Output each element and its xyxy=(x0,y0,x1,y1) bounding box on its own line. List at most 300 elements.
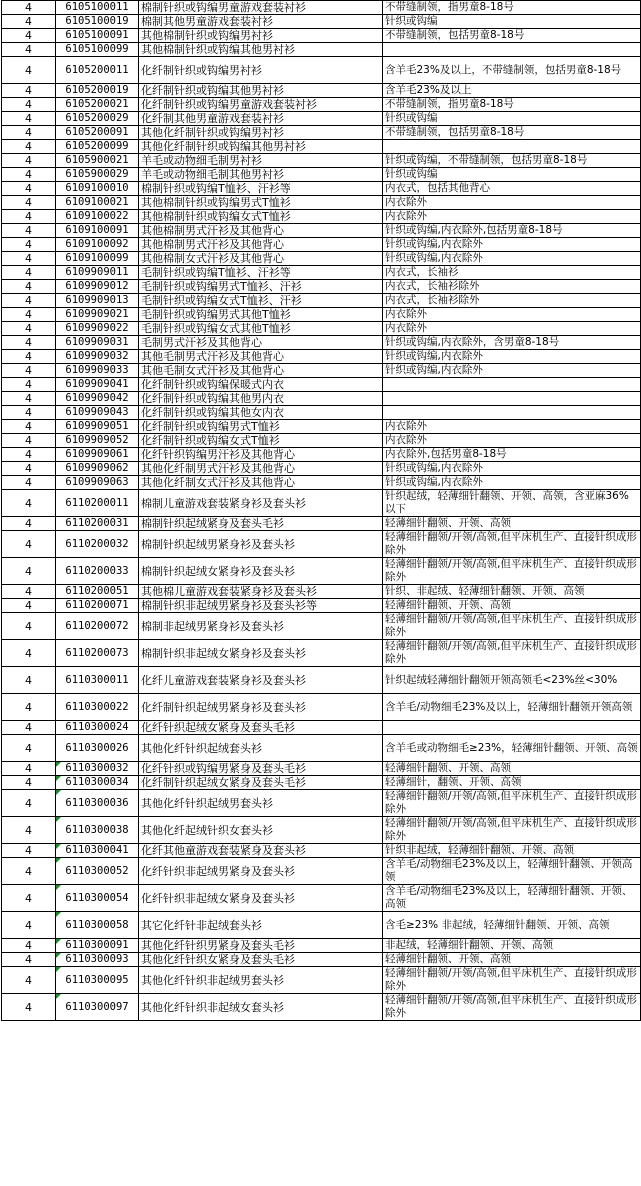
level-cell: 4 xyxy=(2,776,56,790)
note-cell xyxy=(383,378,641,392)
name-cell: 其他化纤针织女紧身及套头毛衫 xyxy=(139,953,383,967)
note-cell: 轻薄细针翻领/开领/高领,但平床机生产、直接针织成形除外 xyxy=(383,558,641,585)
note-cell: 轻薄细针翻领、开领、高领 xyxy=(383,953,641,967)
cell-marker-icon xyxy=(56,790,61,795)
code-cell: 6109909062 xyxy=(56,462,139,476)
level-cell: 4 xyxy=(2,885,56,912)
code-cell: 6109100021 xyxy=(56,196,139,210)
note-cell xyxy=(383,140,641,154)
note-cell: 针织或钩编,内衣除外 xyxy=(383,462,641,476)
code-cell: 6110300032 xyxy=(56,762,139,776)
note-cell: 内衣式，包括其他背心 xyxy=(383,182,641,196)
code-cell: 6110300054 xyxy=(56,885,139,912)
note-cell: 含羊毛/动物细毛23%及以上，轻薄细针翻领、开领、高领 xyxy=(383,885,641,912)
note-cell: 含羊毛/动物细毛23%及以上，轻薄细针翻领、开领高领 xyxy=(383,858,641,885)
code-cell: 6105100099 xyxy=(56,43,139,57)
level-cell: 4 xyxy=(2,350,56,364)
code-cell: 6110200051 xyxy=(56,585,139,599)
name-cell: 毛制针织或钩编男式其他T恤衫 xyxy=(139,308,383,322)
note-cell: 内衣式，长袖衫除外 xyxy=(383,294,641,308)
name-cell: 化纤针织钩编男汗衫及其他背心 xyxy=(139,448,383,462)
level-cell: 4 xyxy=(2,196,56,210)
table-row xyxy=(2,967,641,994)
name-cell: 棉制儿童游戏套装紧身衫及套头衫 xyxy=(139,490,383,517)
level-cell: 4 xyxy=(2,98,56,112)
level-cell: 4 xyxy=(2,364,56,378)
code-cell: 6109909051 xyxy=(56,420,139,434)
table-row xyxy=(2,613,641,640)
table-row xyxy=(2,585,641,599)
note-cell: 轻薄细针，翻领、开领、高领 xyxy=(383,776,641,790)
name-cell: 毛制针织或钩编女式T恤衫、汗衫 xyxy=(139,294,383,308)
level-cell: 4 xyxy=(2,490,56,517)
level-cell: 4 xyxy=(2,140,56,154)
note-cell: 内衣除外 xyxy=(383,308,641,322)
note-cell: 针织或钩编,内衣除外，含男童8-18号 xyxy=(383,336,641,350)
table-row xyxy=(2,912,641,939)
note-cell: 轻薄细针翻领/开领/高领,但平床机生产、直接针织成形除外 xyxy=(383,994,641,1021)
note-cell: 轻薄细针翻领/开领/高领,但平床机生产、直接针织成形除外 xyxy=(383,967,641,994)
name-cell: 毛制针织或钩编T恤衫、汗衫等 xyxy=(139,266,383,280)
table-row xyxy=(2,29,641,43)
level-cell: 4 xyxy=(2,667,56,694)
code-cell: 6110200073 xyxy=(56,640,139,667)
name-cell: 化纤制针织起绒男紧身衫及套头衫 xyxy=(139,694,383,721)
name-cell: 毛制针织或钩编女式其他T恤衫 xyxy=(139,322,383,336)
name-cell: 化纤制针织或钩编其他女内衣 xyxy=(139,406,383,420)
note-cell: 针织或钩编,内衣除外 xyxy=(383,350,641,364)
level-cell: 4 xyxy=(2,694,56,721)
level-cell: 4 xyxy=(2,280,56,294)
name-cell: 化纤针织非起绒男紧身及套头衫 xyxy=(139,858,383,885)
note-cell: 针织或钩编,内衣除外 xyxy=(383,238,641,252)
table-row xyxy=(2,378,641,392)
table-row xyxy=(2,210,641,224)
code-cell: 6105100011 xyxy=(56,1,139,15)
table-row xyxy=(2,885,641,912)
level-cell: 4 xyxy=(2,43,56,57)
code-cell: 6105100091 xyxy=(56,29,139,43)
name-cell: 其他化纤针织起绒套头衫 xyxy=(139,735,383,762)
level-cell: 4 xyxy=(2,336,56,350)
table-row xyxy=(2,517,641,531)
cell-marker-icon xyxy=(56,885,61,890)
level-cell: 4 xyxy=(2,308,56,322)
name-cell: 其他毛制女式汗衫及其他背心 xyxy=(139,364,383,378)
code-cell: 6110200072 xyxy=(56,613,139,640)
name-cell: 其他化纤制针织或钩编男衬衫 xyxy=(139,126,383,140)
code-cell: 6109909013 xyxy=(56,294,139,308)
name-cell: 其他棉制男式汗衫及其他背心 xyxy=(139,224,383,238)
level-cell: 4 xyxy=(2,57,56,84)
name-cell: 其他化纤制女式汗衫及其他背心 xyxy=(139,476,383,490)
code-cell: 6110300095 xyxy=(56,967,139,994)
hs-code-table xyxy=(1,0,641,1021)
table-row xyxy=(2,182,641,196)
table-row xyxy=(2,168,641,182)
code-cell: 6110300011 xyxy=(56,667,139,694)
name-cell: 其他毛制男式汗衫及其他背心 xyxy=(139,350,383,364)
name-cell: 其他化纤针织非起绒女套头衫 xyxy=(139,994,383,1021)
code-cell: 6110300024 xyxy=(56,721,139,735)
code-cell: 6109909012 xyxy=(56,280,139,294)
table-row xyxy=(2,667,641,694)
code-cell: 6110300091 xyxy=(56,939,139,953)
table-row xyxy=(2,15,641,29)
code-cell: 6110300034 xyxy=(56,776,139,790)
table-row xyxy=(2,406,641,420)
cell-marker-icon xyxy=(56,994,61,999)
level-cell: 4 xyxy=(2,844,56,858)
code-cell: 6105200019 xyxy=(56,84,139,98)
name-cell: 羊毛或动物细毛制其他男衬衫 xyxy=(139,168,383,182)
table-row xyxy=(2,994,641,1021)
level-cell: 4 xyxy=(2,84,56,98)
note-cell: 针织或钩编 xyxy=(383,112,641,126)
name-cell: 化纤针织或钩编男紧身及套头毛衫 xyxy=(139,762,383,776)
code-cell: 6105200021 xyxy=(56,98,139,112)
name-cell: 化纤制针织或钩编其他男衬衫 xyxy=(139,84,383,98)
name-cell: 其他化纤针织男紧身及套头毛衫 xyxy=(139,939,383,953)
name-cell: 棉制针织或钩编T恤衫、汗衫等 xyxy=(139,182,383,196)
table-row xyxy=(2,448,641,462)
cell-marker-icon xyxy=(56,912,61,917)
note-cell: 轻薄细针翻领/开领/高领,但平床机生产、直接针织成形除外 xyxy=(383,613,641,640)
note-cell: 针织或钩编,内衣除外,包括男童8-18号 xyxy=(383,224,641,238)
table-row xyxy=(2,953,641,967)
name-cell: 化纤其他童游戏套装紧身及套头衫 xyxy=(139,844,383,858)
level-cell: 4 xyxy=(2,613,56,640)
table-row xyxy=(2,238,641,252)
cell-marker-icon xyxy=(56,953,61,958)
table-row xyxy=(2,84,641,98)
name-cell: 棉制针织起绒紧身及套头毛衫 xyxy=(139,517,383,531)
name-cell: 其他棉儿童游戏套装紧身衫及套头衫 xyxy=(139,585,383,599)
table-row xyxy=(2,858,641,885)
code-cell: 6109909021 xyxy=(56,308,139,322)
note-cell xyxy=(383,43,641,57)
code-cell: 6109909042 xyxy=(56,392,139,406)
table-row xyxy=(2,558,641,585)
name-cell: 棉制针织起绒男紧身衫及套头衫 xyxy=(139,531,383,558)
table-row xyxy=(2,694,641,721)
level-cell: 4 xyxy=(2,182,56,196)
note-cell: 轻薄细针翻领/开领/高领,但平床机生产、直接针织成形除外 xyxy=(383,817,641,844)
name-cell: 化纤制针织或钩编男式T恤衫 xyxy=(139,420,383,434)
code-cell: 6109909011 xyxy=(56,266,139,280)
level-cell: 4 xyxy=(2,558,56,585)
table-row xyxy=(2,308,641,322)
level-cell: 4 xyxy=(2,939,56,953)
code-cell: 6110200031 xyxy=(56,517,139,531)
table-row xyxy=(2,224,641,238)
code-cell: 6105900029 xyxy=(56,168,139,182)
name-cell: 其他棉制针织或钩编男式T恤衫 xyxy=(139,196,383,210)
table-row xyxy=(2,939,641,953)
level-cell: 4 xyxy=(2,406,56,420)
table-row xyxy=(2,721,641,735)
table-row xyxy=(2,154,641,168)
table-row xyxy=(2,322,641,336)
code-cell: 6105200029 xyxy=(56,112,139,126)
table-row xyxy=(2,420,641,434)
table-row xyxy=(2,266,641,280)
table-row xyxy=(2,392,641,406)
code-cell: 6109100010 xyxy=(56,182,139,196)
level-cell: 4 xyxy=(2,112,56,126)
name-cell: 其他棉制针织或钩编女式T恤衫 xyxy=(139,210,383,224)
code-cell: 6110300038 xyxy=(56,817,139,844)
cell-marker-icon xyxy=(56,762,61,767)
note-cell: 内衣式，长袖衫除外 xyxy=(383,280,641,294)
table-row xyxy=(2,776,641,790)
level-cell: 4 xyxy=(2,294,56,308)
code-cell: 6109100091 xyxy=(56,224,139,238)
name-cell: 棉制针织或钩编男童游戏套装衬衫 xyxy=(139,1,383,15)
table-row xyxy=(2,735,641,762)
level-cell: 4 xyxy=(2,953,56,967)
code-cell: 6109909061 xyxy=(56,448,139,462)
note-cell: 针织非起绒，轻薄细针翻领、开领、高领 xyxy=(383,844,641,858)
name-cell: 棉制其他男童游戏套装衬衫 xyxy=(139,15,383,29)
code-cell: 6110300026 xyxy=(56,735,139,762)
level-cell: 4 xyxy=(2,912,56,939)
table-row xyxy=(2,364,641,378)
code-cell: 6109909041 xyxy=(56,378,139,392)
note-cell: 非起绒，轻薄细针翻领、开领、高领 xyxy=(383,939,641,953)
note-cell: 内衣除外 xyxy=(383,420,641,434)
code-cell: 6110300058 xyxy=(56,912,139,939)
level-cell: 4 xyxy=(2,210,56,224)
name-cell: 其他化纤针织起绒男套头衫 xyxy=(139,790,383,817)
level-cell: 4 xyxy=(2,994,56,1021)
table-row xyxy=(2,640,641,667)
name-cell: 羊毛或动物细毛制男衬衫 xyxy=(139,154,383,168)
name-cell: 化纤制针织或钩编女式T恤衫 xyxy=(139,434,383,448)
level-cell: 4 xyxy=(2,15,56,29)
name-cell: 其他化纤起绒针织女套头衫 xyxy=(139,817,383,844)
code-cell: 6110200011 xyxy=(56,490,139,517)
note-cell xyxy=(383,406,641,420)
code-cell: 6109909022 xyxy=(56,322,139,336)
level-cell: 4 xyxy=(2,126,56,140)
name-cell: 化纤制其他男童游戏套装衬衫 xyxy=(139,112,383,126)
level-cell: 4 xyxy=(2,967,56,994)
note-cell: 不带缝制领，包括男童8-18号 xyxy=(383,126,641,140)
table-row xyxy=(2,336,641,350)
note-cell: 内衣除外 xyxy=(383,210,641,224)
level-cell: 4 xyxy=(2,420,56,434)
level-cell: 4 xyxy=(2,640,56,667)
code-cell: 6109909031 xyxy=(56,336,139,350)
note-cell: 不带缝制领，包括男童8-18号 xyxy=(383,29,641,43)
level-cell: 4 xyxy=(2,238,56,252)
level-cell: 4 xyxy=(2,168,56,182)
code-cell: 6109100022 xyxy=(56,210,139,224)
table-row xyxy=(2,817,641,844)
cell-marker-icon xyxy=(56,844,61,849)
note-cell: 轻薄细针翻领、开领、高领 xyxy=(383,762,641,776)
level-cell: 4 xyxy=(2,462,56,476)
table-row xyxy=(2,252,641,266)
level-cell: 4 xyxy=(2,154,56,168)
table-row xyxy=(2,490,641,517)
note-cell: 内衣式，长袖衫 xyxy=(383,266,641,280)
name-cell: 其它化纤针非起绒套头衫 xyxy=(139,912,383,939)
level-cell: 4 xyxy=(2,762,56,776)
table-row xyxy=(2,57,641,84)
code-cell: 6110300052 xyxy=(56,858,139,885)
note-cell: 针织、非起绒、轻薄细针翻领、开领、高领 xyxy=(383,585,641,599)
level-cell: 4 xyxy=(2,585,56,599)
note-cell: 内衣除外 xyxy=(383,322,641,336)
name-cell: 其他化纤针织非起绒男套头衫 xyxy=(139,967,383,994)
table-row xyxy=(2,844,641,858)
level-cell: 4 xyxy=(2,392,56,406)
code-cell: 6109100092 xyxy=(56,238,139,252)
name-cell: 其他化纤制男式汗衫及其他背心 xyxy=(139,462,383,476)
note-cell: 轻薄细针翻领/开领/高领,但平床机生产、直接针织成形除外 xyxy=(383,640,641,667)
level-cell: 4 xyxy=(2,721,56,735)
code-cell: 6109909033 xyxy=(56,364,139,378)
code-cell: 6110300036 xyxy=(56,790,139,817)
name-cell: 其他棉制针织或钩编男衬衫 xyxy=(139,29,383,43)
level-cell: 4 xyxy=(2,790,56,817)
note-cell: 内衣除外 xyxy=(383,434,641,448)
note-cell: 轻薄细针翻领、开领、高领 xyxy=(383,599,641,613)
table-body xyxy=(2,1,641,1021)
name-cell: 毛制男式汗衫及其他背心 xyxy=(139,336,383,350)
level-cell: 4 xyxy=(2,252,56,266)
level-cell: 4 xyxy=(2,599,56,613)
note-cell: 针织或钩编，不带缝制领，包括男童8-18号 xyxy=(383,154,641,168)
table-row xyxy=(2,476,641,490)
name-cell: 棉制针织非起绒男紧身衫及套头衫等 xyxy=(139,599,383,613)
level-cell: 4 xyxy=(2,517,56,531)
cell-marker-icon xyxy=(56,967,61,972)
name-cell: 棉制针织起绒女紧身衫及套头衫 xyxy=(139,558,383,585)
note-cell: 不带缝制领，指男童8-18号 xyxy=(383,1,641,15)
name-cell: 化纤制针织或钩编保暖式内衣 xyxy=(139,378,383,392)
table-row xyxy=(2,599,641,613)
note-cell: 含羊毛23%及以上 xyxy=(383,84,641,98)
code-cell: 6110300022 xyxy=(56,694,139,721)
note-cell: 针织或钩编 xyxy=(383,15,641,29)
name-cell: 化纤儿童游戏套装紧身衫及套头衫 xyxy=(139,667,383,694)
level-cell: 4 xyxy=(2,448,56,462)
code-cell: 6109909052 xyxy=(56,434,139,448)
level-cell: 4 xyxy=(2,224,56,238)
code-cell: 6110200071 xyxy=(56,599,139,613)
note-cell: 含羊毛/动物细毛23%及以上，轻薄细针翻领开领高领 xyxy=(383,694,641,721)
name-cell: 棉制针织非起绒女紧身衫及套头衫 xyxy=(139,640,383,667)
code-cell: 6105200091 xyxy=(56,126,139,140)
cell-marker-icon xyxy=(56,939,61,944)
table-row xyxy=(2,126,641,140)
code-cell: 6110300041 xyxy=(56,844,139,858)
code-cell: 6110300097 xyxy=(56,994,139,1021)
note-cell xyxy=(383,392,641,406)
note-cell: 含毛≥23% 非起绒，轻薄细针翻领、开领、高领 xyxy=(383,912,641,939)
note-cell: 轻薄细针翻领/开领/高领,但平床机生产、直接针织成形除外 xyxy=(383,790,641,817)
code-cell: 6110200032 xyxy=(56,531,139,558)
table-row xyxy=(2,462,641,476)
note-cell: 不带缝制领，指男童8-18号 xyxy=(383,98,641,112)
note-cell: 含羊毛23%及以上，不带缝制领，包括男童8-18号 xyxy=(383,57,641,84)
name-cell: 毛制针织或钩编男式T恤衫、汗衫 xyxy=(139,280,383,294)
code-cell: 6105200099 xyxy=(56,140,139,154)
level-cell: 4 xyxy=(2,322,56,336)
table-row xyxy=(2,43,641,57)
level-cell: 4 xyxy=(2,476,56,490)
table-row xyxy=(2,1,641,15)
table-row xyxy=(2,280,641,294)
name-cell: 化纤针织非起绒女紧身及套头衫 xyxy=(139,885,383,912)
note-cell: 针织或钩编,内衣除外 xyxy=(383,252,641,266)
name-cell: 棉制非起绒男紧身衫及套头衫 xyxy=(139,613,383,640)
table-row xyxy=(2,112,641,126)
table-row xyxy=(2,140,641,154)
note-cell: 针织或钩编 xyxy=(383,168,641,182)
name-cell: 化纤制针织或钩编男衬衫 xyxy=(139,57,383,84)
code-cell: 6109909032 xyxy=(56,350,139,364)
name-cell: 化纤制针织起绒女紧身及套头毛衫 xyxy=(139,776,383,790)
name-cell: 其他棉制女式汗衫及其他背心 xyxy=(139,252,383,266)
level-cell: 4 xyxy=(2,434,56,448)
note-cell xyxy=(383,721,641,735)
note-cell: 针织起绒，轻薄细针翻领、开领、高领，含亚麻36%以下 xyxy=(383,490,641,517)
name-cell: 化纤制针织或钩编其他男内衣 xyxy=(139,392,383,406)
table-row xyxy=(2,762,641,776)
code-cell: 6109909043 xyxy=(56,406,139,420)
code-cell: 6105100019 xyxy=(56,15,139,29)
code-cell: 6105900021 xyxy=(56,154,139,168)
level-cell: 4 xyxy=(2,29,56,43)
code-cell: 6110300093 xyxy=(56,953,139,967)
note-cell: 针织起绒轻薄细针翻领开领高领毛<23%丝<30% xyxy=(383,667,641,694)
code-cell: 6109909063 xyxy=(56,476,139,490)
table-row xyxy=(2,196,641,210)
level-cell: 4 xyxy=(2,735,56,762)
table-row xyxy=(2,434,641,448)
code-cell: 6105200011 xyxy=(56,57,139,84)
name-cell: 其他棉制针织或钩编其他男衬衫 xyxy=(139,43,383,57)
name-cell: 其他棉制男式汗衫及其他背心 xyxy=(139,238,383,252)
cell-marker-icon xyxy=(56,858,61,863)
table-row xyxy=(2,531,641,558)
note-cell: 内衣除外 xyxy=(383,196,641,210)
cell-marker-icon xyxy=(56,776,61,781)
table-row xyxy=(2,98,641,112)
note-cell: 轻薄细针翻领/开领/高领,但平床机生产、直接针织成形除外 xyxy=(383,531,641,558)
level-cell: 4 xyxy=(2,531,56,558)
cell-marker-icon xyxy=(56,817,61,822)
level-cell: 4 xyxy=(2,1,56,15)
note-cell: 含羊毛或动物细毛≥23%，轻薄细针翻领、开领、高领 xyxy=(383,735,641,762)
level-cell: 4 xyxy=(2,817,56,844)
note-cell: 针织或钩编,内衣除外 xyxy=(383,364,641,378)
note-cell: 内衣除外,包括男童8-18号 xyxy=(383,448,641,462)
table-row xyxy=(2,790,641,817)
code-cell: 6110200033 xyxy=(56,558,139,585)
table-row xyxy=(2,350,641,364)
level-cell: 4 xyxy=(2,858,56,885)
code-cell: 6109100099 xyxy=(56,252,139,266)
name-cell: 化纤针织起绒女紧身及套头毛衫 xyxy=(139,721,383,735)
note-cell: 轻薄细针翻领、开领、高领 xyxy=(383,517,641,531)
name-cell: 其他化纤制针织或钩编其他男衬衫 xyxy=(139,140,383,154)
level-cell: 4 xyxy=(2,266,56,280)
